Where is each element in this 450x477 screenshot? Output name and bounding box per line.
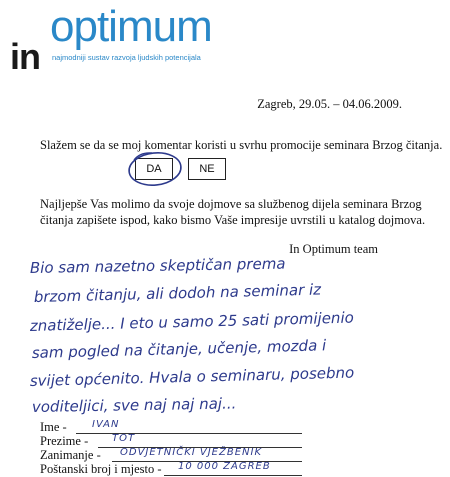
in-optimum-logo <box>0 0 260 80</box>
occupation-label: Zanimanje - <box>40 448 101 462</box>
logo-brand: optimum <box>50 2 212 51</box>
consent-statement: Slažem se da se moj komentar koristi u svrhu promocije seminara Brzog čitanja. <box>40 138 443 152</box>
request-line-2: čitanja zapišete ispod, kako bismo Vaše impresije uvrstili u katalog dojmova. <box>40 213 426 227</box>
comment-line: Bio sam nazetno skeptičan prema <box>29 255 286 277</box>
place-date: Zagreb, 29.05. – 04.06.2009. <box>257 97 402 111</box>
handwritten-circle-mark <box>126 148 184 188</box>
occupation-value[interactable]: ODVJETNIČKI VJEŽBENIK <box>120 447 263 458</box>
logo-prefix: in <box>10 36 40 77</box>
comment-line: voditeljici, sve naj naj naj... <box>31 394 237 416</box>
first-name-label: Ime - <box>40 420 67 434</box>
last-name-value[interactable]: TOT <box>112 433 136 444</box>
team-signature: In Optimum team <box>289 242 378 256</box>
postal-code-city-value[interactable]: 10 000 ZAGREB <box>178 461 271 472</box>
request-line-1: Najljepše Vas molimo da svoje dojmove sa službenog dijela seminara Brzog <box>40 197 422 211</box>
last-name-label: Prezime - <box>40 434 89 448</box>
comment-line: brzom čitanju, ali dodoh na seminar iz <box>33 280 322 306</box>
comment-line: svijet općenito. Hvala o seminaru, posebno <box>29 363 355 390</box>
yes-option-box[interactable]: DA <box>135 158 173 180</box>
comment-line: znatiželje... I eto u samo 25 sati promijenio <box>29 308 355 335</box>
comment-line: sam pogled na čitanje, učenje, mozda i <box>31 336 327 362</box>
logo-tagline: najmodniji sustav razvoja ljudskih potencijala <box>52 53 201 62</box>
handwritten-comment <box>0 255 450 425</box>
first-name-value[interactable]: IVAN <box>92 419 120 430</box>
postal-code-city-label: Poštanski broj i mjesto - <box>40 462 162 476</box>
no-option-box[interactable]: NE <box>188 158 226 180</box>
first-name-line <box>76 433 302 434</box>
